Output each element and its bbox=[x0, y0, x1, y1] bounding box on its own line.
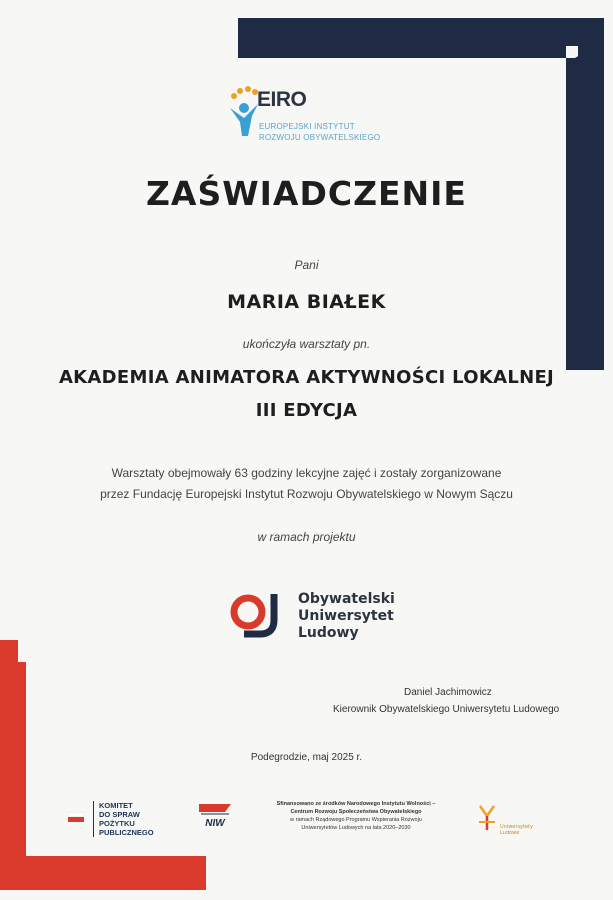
uniwersytety-ludowe-label bbox=[500, 824, 533, 836]
recipient-name: MARIA BIAŁEK bbox=[227, 291, 386, 313]
oul-line1: Obywatelski bbox=[298, 591, 395, 607]
uniwersytety-ludowe-logo bbox=[476, 804, 498, 832]
uniwersytety-label-line1: Uniwersytety bbox=[500, 824, 533, 830]
certificate-title: ZAŚWIADCZENIE bbox=[146, 174, 467, 213]
signatory-name: Daniel Jachimowicz bbox=[404, 687, 492, 698]
funding-line2: Centrum Rozwoju Społeczeństwa Obywatelskiego bbox=[290, 809, 422, 815]
place-date: Podegrodzie, maj 2025 r. bbox=[250, 752, 363, 763]
salutation: Pani bbox=[294, 258, 319, 272]
completed-text: ukończyła warsztaty pn. bbox=[242, 337, 371, 351]
description-line1: Warsztaty obejmowały 63 godziny lekcyjne zajęć i zostały zorganizowane bbox=[111, 466, 502, 480]
oul-logo-mark bbox=[226, 590, 296, 642]
uniwersytety-label-line2: Ludowe bbox=[500, 830, 520, 836]
komitet-logo bbox=[93, 801, 154, 837]
funding-line4: Uniwersytetów Ludowych na lata 2020–2030 bbox=[301, 825, 411, 831]
eiro-subtitle-line2: ROZWOJU OBYWATELSKIEGO bbox=[259, 133, 381, 142]
course-name-line1: AKADEMIA ANIMATORA AKTYWNOŚCI LOKALNEJ bbox=[58, 367, 555, 388]
eiro-title: EIRO bbox=[257, 88, 307, 111]
funding-line1: Sfinansowano ze środków Narodowego Instytutu Wolności – bbox=[276, 801, 436, 807]
komitet-line3: POŻYTKU bbox=[99, 819, 135, 828]
oul-line3: Ludowy bbox=[298, 625, 359, 641]
funding-note bbox=[246, 800, 466, 832]
red-band-bottom-left bbox=[0, 662, 206, 878]
funding-line3: w ramach Rządowego Programu Wspierania Rozwoju bbox=[290, 817, 422, 823]
course-name-line2: III EDYCJA bbox=[255, 400, 358, 421]
eiro-subtitle-line1: EUROPEJSKI INSTYTUT bbox=[259, 122, 355, 131]
komitet-line4: PUBLICZNEGO bbox=[99, 828, 154, 837]
project-frame-text: w ramach projektu bbox=[257, 530, 356, 544]
oul-line2: Uniwersytet bbox=[298, 608, 394, 624]
description-line2: przez Fundację Europejski Instytut Rozwoju Obywatelskiego w Nowym Sączu bbox=[100, 487, 513, 501]
komitet-line1: KOMITET bbox=[99, 801, 133, 810]
niw-label: NIW bbox=[205, 818, 225, 829]
oul-logo-text bbox=[298, 591, 395, 642]
signatory-role: Kierownik Obywatelskiego Uniwersytetu Ludowego bbox=[333, 704, 560, 715]
eiro-subtitle bbox=[259, 121, 380, 143]
komitet-line2: DO SPRAW bbox=[99, 810, 140, 819]
polish-eagle-icon bbox=[68, 812, 84, 822]
niw-logo bbox=[195, 800, 235, 832]
red-band-corner bbox=[0, 640, 206, 890]
